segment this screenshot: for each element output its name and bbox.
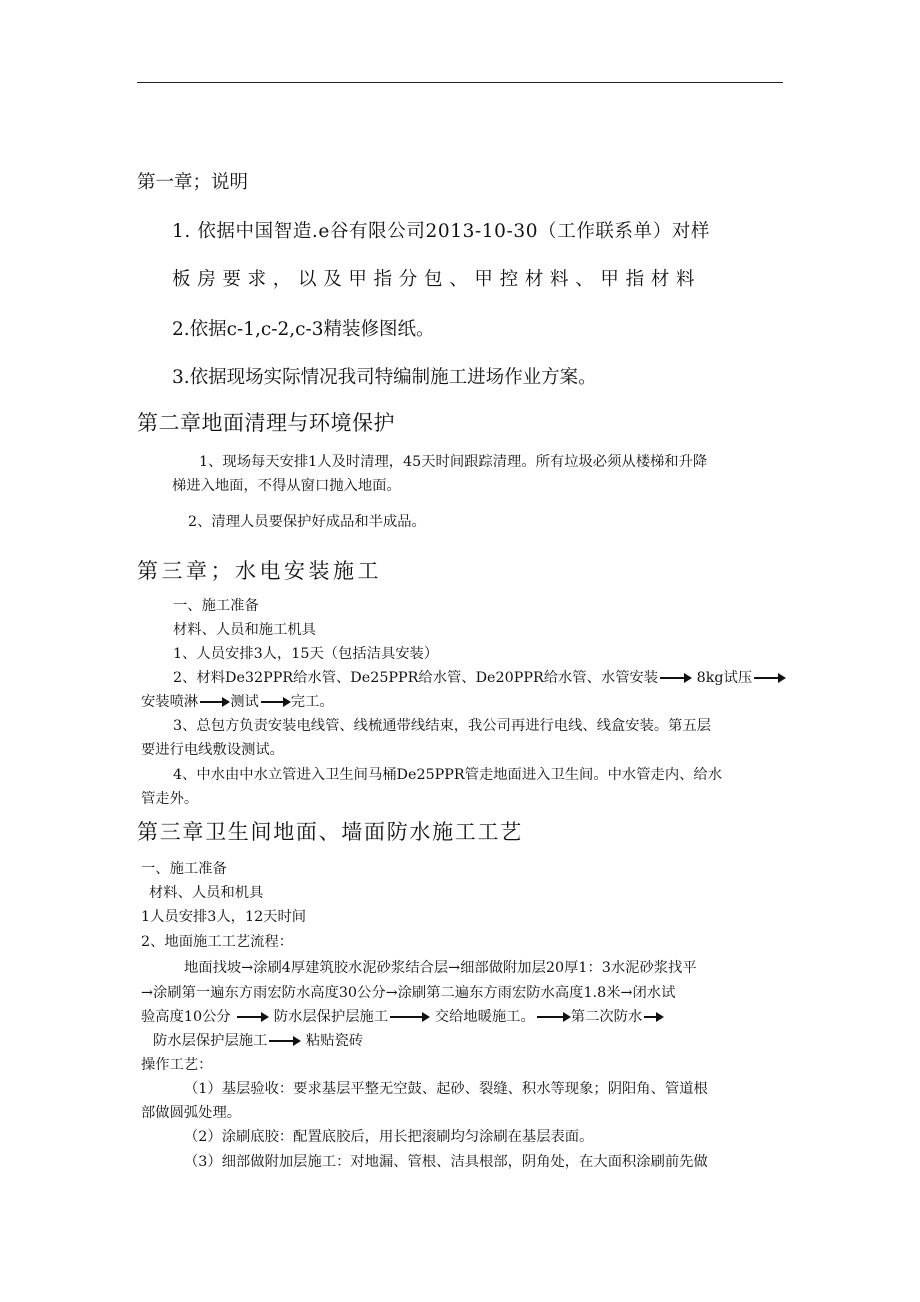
chapter-4-title: 第三章卫生间地面、墙面防水施工工艺 <box>137 820 523 844</box>
ch2-item-1-line-1: 1、现场每天安排1人及时清理，45天时间跟踪清理。所有垃圾必须从楼梯和升降 <box>199 454 708 470</box>
ch2-item-1-line-2: 梯进入地面，不得从窗口抛入地面。 <box>172 478 401 494</box>
ch4-item-2: 2、地面施工工艺流程： <box>141 934 294 950</box>
ch4-flow-line-2: →涂刷第一遍东方雨宏防水高度30公分→涂刷第二遍东方雨宏防水高度1.8米→闭水试 <box>141 985 676 1001</box>
ch3-item-3-line-1: 3、总包方负责安装电线管、线梳通带线结束，我公司再进行电线、线盒安装。第五层 <box>173 718 712 734</box>
arrow-icon <box>261 701 289 703</box>
ch3-item-3-line-2: 要进行电线敷设测试。 <box>141 742 284 758</box>
chapter-3-title: 第三章；水电安装施工 <box>137 559 382 583</box>
ch4-step-floor-heating: 交给地暖施工。 <box>434 1009 535 1025</box>
ch3-item-2-line-1 <box>173 671 786 685</box>
arrow-icon <box>537 1016 569 1018</box>
ch3-materials-heading: 材料、人员和施工机具 <box>173 622 316 638</box>
arrow-icon <box>200 701 228 703</box>
arrow-icon <box>269 1040 299 1042</box>
ch4-op-1-line-2: 部做圆弧处理。 <box>141 1105 242 1121</box>
header-rule <box>137 82 783 83</box>
ch3-item-2-step: 8kg试压 <box>696 670 753 686</box>
ch3-step-test: 测试 <box>230 694 259 710</box>
ch4-flow-line-1: 地面找坡→涂刷4厚建筑胶水泥砂浆结合层→细部做附加层20厚1：3水泥砂浆找平 <box>184 960 697 976</box>
ch4-step-closed-water-test: 验高度10公分 <box>141 1009 231 1025</box>
ch1-para-1-line-1: 1. 依据中国智造.e谷有限公司2013-10-30（工作联系单）对样 <box>172 221 711 242</box>
arrow-icon <box>237 1016 267 1018</box>
arrow-icon <box>644 1016 662 1018</box>
ch1-para-2: 2.依据c-1,c-2,c-3精装修图纸。 <box>172 319 435 340</box>
ch3-item-1: 1、人员安排3人，15天（包括洁具安装） <box>173 646 439 662</box>
ch4-materials-heading: 材料、人员和机具 <box>149 885 264 901</box>
ch4-step-protect-layer: 防水层保护层施工 <box>273 1009 389 1025</box>
ch3-item-4-line-2: 管走外。 <box>141 791 199 807</box>
ch4-operation-heading: 操作工艺： <box>141 1057 213 1073</box>
ch1-para-3: 3.依据现场实际情况我司特编制施工进场作业方案。 <box>172 367 597 388</box>
ch3-item-4-line-1: 4、中水由中水立管进入卫生间马桶De25PPR管走地面进入卫生间。中水管走内、给水 <box>173 767 723 783</box>
arrow-icon <box>660 677 690 679</box>
arrow-icon <box>754 677 784 679</box>
ch4-prep-heading: 一、施工准备 <box>141 861 227 877</box>
ch1-para-1-line-2: 板房要求，以及甲指分包、甲控材料、甲指材料 <box>172 269 702 290</box>
ch4-item-1: 1人员安排3人，12天时间 <box>141 909 307 925</box>
ch3-item-2-text: 2、材料De32PPR给水管、De25PPR给水管、De20PPR给水管、水管安装 <box>173 670 659 686</box>
ch3-prep-heading: 一、施工准备 <box>173 598 259 614</box>
ch4-step-tiling: 粘贴瓷砖 <box>305 1033 364 1049</box>
ch4-step-protect-layer-2: 防水层保护层施工 <box>153 1033 268 1049</box>
ch2-item-2: 2、清理人员要保护好成品和半成品。 <box>188 514 426 530</box>
arrow-icon <box>390 1016 428 1018</box>
ch4-flow-line-3 <box>141 1010 664 1024</box>
ch3-step-sprinkler: 安装喷淋 <box>141 694 199 710</box>
ch4-op-1-line-1: （1）基层验收：要求基层平整无空鼓、起砂、裂缝、积水等现象；阴阳角、管道根 <box>184 1081 708 1097</box>
ch4-op-2: （2）涂刷底胶：配置底胶后，用长把滚刷均匀涂刷在基层表面。 <box>184 1129 594 1145</box>
chapter-2-title: 第二章地面清理与环境保护 <box>137 411 395 435</box>
ch4-flow-line-4 <box>153 1034 363 1048</box>
chapter-1-title: 第一章；说明 <box>137 172 249 193</box>
ch3-item-2-line-2 <box>141 695 334 709</box>
ch4-op-3: （3）细部做附加层施工：对地漏、管根、洁具根部，阴角处，在大面积涂刷前先做 <box>184 1154 708 1170</box>
ch3-step-complete: 完工。 <box>290 694 334 710</box>
ch4-step-second-waterproof: 第二次防水 <box>570 1009 643 1025</box>
